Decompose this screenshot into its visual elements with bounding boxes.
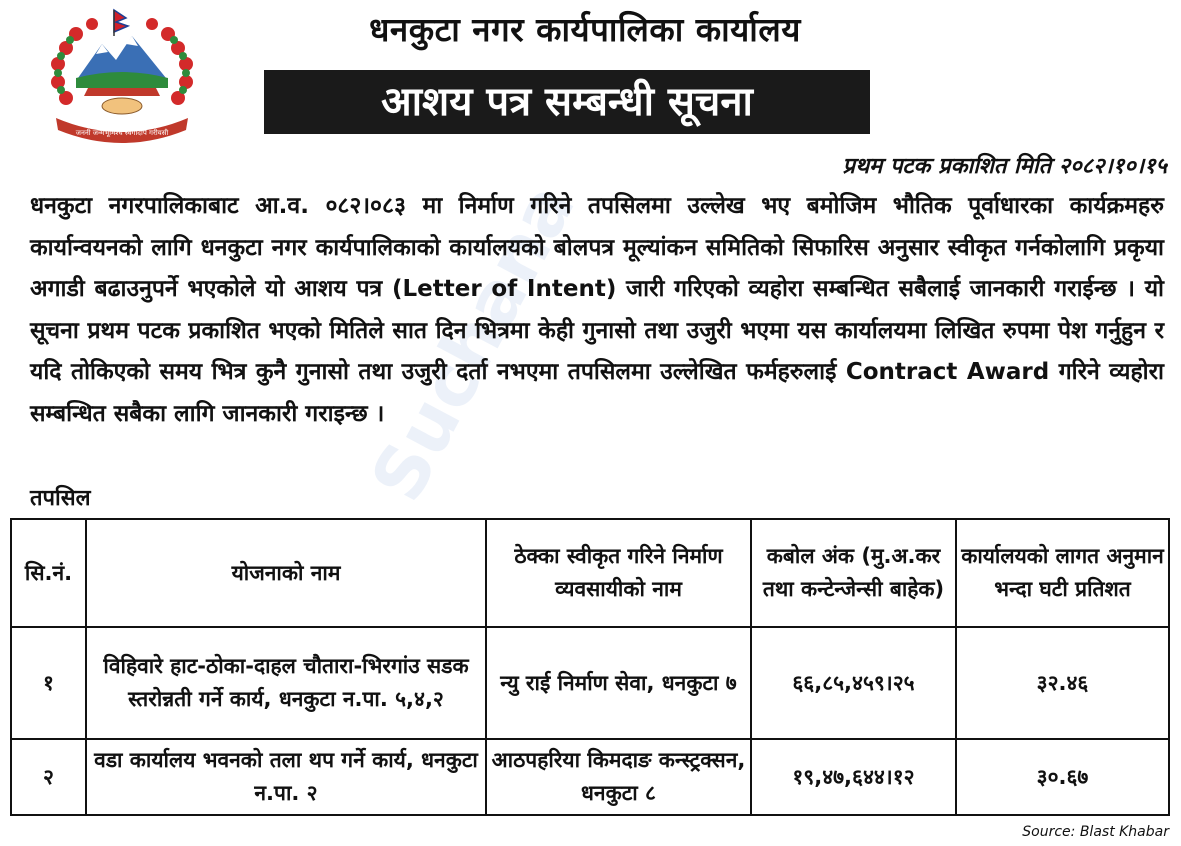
watermark: Suchana	[354, 169, 591, 515]
cell-project: वडा कार्यालय भवनको तला थप गर्ने कार्य, धनकुटा न.पा. २	[86, 739, 486, 815]
notice-paragraph: धनकुटा नगरपालिकाबाट आ.व. ०८२।०८३ मा निर्माण गरिने तपसिलमा उल्लेख भए बमोजिम भौतिक पूर्वाधारका कार्यक्रमहरु कार्यान्वयनको लागि धनकुटा नगर कार्यपालिकाको कार्यालयको बोलपत्र मूल्यांकन समितिको सिफारिस अनुसार स्वीकृत गर्नकोलागि प्रकृया अगाडी बढाउनुपर्ने भएकोले यो आशय पत्र (Letter of Intent) जारी गरिएको व्यहोरा सम्बन्धित सबैलाई जानकारी गराईन्छ । यो सूचना प्रथम पटक प्रकाशित भएको मितिले सात दिन भित्रमा केही गुनासो तथा उजुरी भएमा यस कार्यालयमा लिखित रुपमा पेश गर्नुहुन र यदि तोकिएको समय भित्र कुनै गुनासो तथा उजुरी दर्ता नभएमा तपसिलमा उल्लेखित फर्महरुलाई Contract Award गरिने व्यहोरा सम्बन्धित सबैका लागि जानकारी गराइन्छ ।	[30, 193, 1164, 427]
cell-project: विहिवारे हाट-ठोका-दाहल चौतारा-भिरगांउ सडक स्तरोन्नती गर्ने कार्य, धनकुटा न.पा. ५,४,२	[86, 627, 486, 739]
table-row	[11, 627, 1169, 739]
award-table	[10, 518, 1170, 816]
notice-title: आशय पत्र सम्बन्धी सूचना	[264, 70, 870, 134]
table-header-row	[11, 519, 1169, 627]
office-name: धनकुटा नगर कार्यपालिका कार्यालय	[369, 10, 801, 49]
cell-firm: आठपहरिया किमदाङ कन्स्ट्रक्सन, धनकुटा ८	[486, 739, 751, 815]
header-bid: कबोल अंक (मु.अ.कर तथा कन्टेन्जेन्सी बाहेक)	[751, 519, 956, 627]
cell-sn: २	[11, 739, 86, 815]
header-percent: कार्यालयको लागत अनुमान भन्दा घटी प्रतिशत	[956, 519, 1169, 627]
cell-sn: १	[11, 627, 86, 739]
emblem-motto: जननी जन्मभूमिश्च स्वर्गादपि गरीयसी	[75, 129, 169, 137]
source-credit: Source: Blast Khabar	[1022, 824, 1169, 840]
publish-date: प्रथम पटक प्रकाशित मिति २०८२।१०।१५	[842, 154, 1167, 179]
nepal-government-emblem-icon	[36, 6, 208, 148]
table-row	[11, 739, 1169, 815]
cell-percent: ३०.६७	[956, 739, 1169, 815]
cell-bid: १९,४७,६४४।१२	[751, 739, 956, 815]
header-sn: सि.नं.	[11, 519, 86, 627]
cell-percent: ३२.४६	[956, 627, 1169, 739]
header-firm: ठेक्का स्वीकृत गरिने निर्माण व्यवसायीको नाम	[486, 519, 751, 627]
cell-bid: ६६,८५,४५९।२५	[751, 627, 956, 739]
cell-firm: न्यु राई निर्माण सेवा, धनकुटा ७	[486, 627, 751, 739]
tapsil-label: तपसिल	[30, 486, 91, 511]
header-project: योजनाको नाम	[86, 519, 486, 627]
